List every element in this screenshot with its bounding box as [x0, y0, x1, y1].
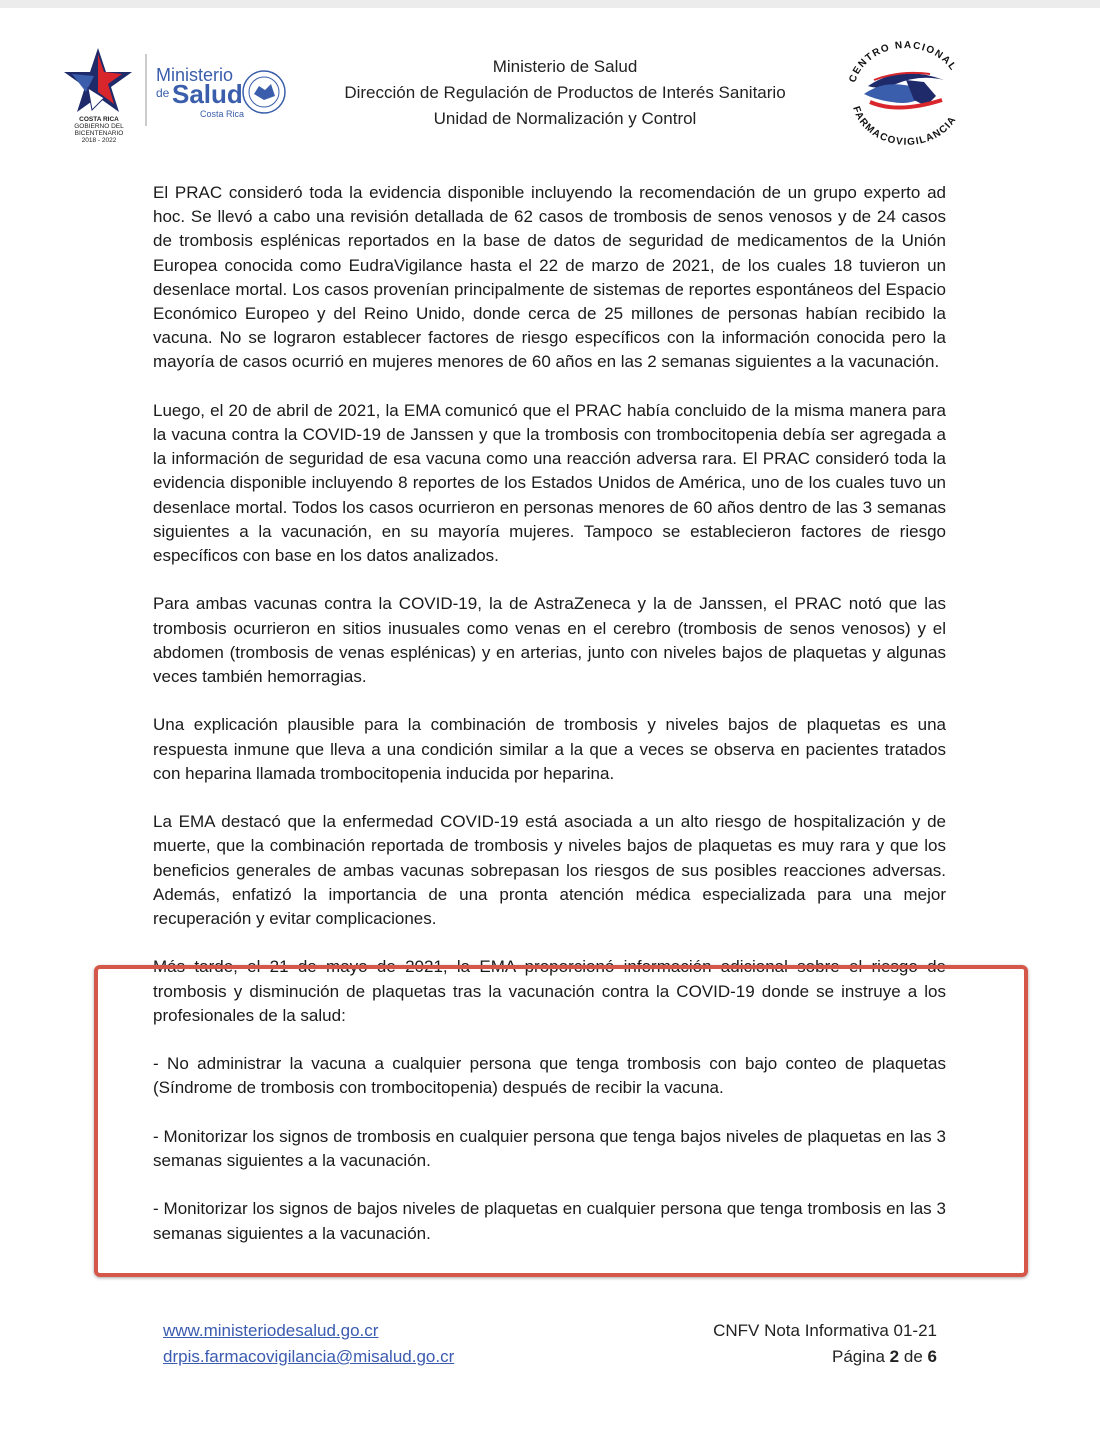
paragraph-unusual-sites: Para ambas vacunas contra la COVID-19, la de AstraZeneca y la de Janssen, el PRAC notó que las trombosis ocurrieron en sitios inusuales como venas en el cerebro (trombosis de senos venosos) y el abdomen (trombosis de venas esplénicas) y en arterias, junto con niveles bajos de plaquetas y algunas veces también hemorragias. [153, 594, 946, 687]
caption-years: 2018 - 2022 [81, 137, 117, 144]
header-line-unidad: Unidad de Normalización y Control [433, 109, 697, 128]
note-identifier: CNFV Nota Informativa 01-21 [713, 1321, 937, 1340]
brand-costa-rica: Costa Rica [200, 109, 245, 119]
svg-text:FARMACOVIGILANCIA: FARMACOVIGILANCIA [850, 104, 960, 146]
caption-costa-rica: COSTA RICA [79, 116, 119, 123]
page-total: 6 [927, 1347, 937, 1366]
ministerio-salud-logo [58, 44, 298, 144]
footer-links [163, 1318, 454, 1370]
page-number [640, 1344, 937, 1370]
paragraph-immune-explanation: Una explicación plausible para la combinación de trombosis y niveles bajos de plaquetas es una respuesta inmune que lleva a una condición similar a la que a veces se observa en pacientes tratados con heparina llamada trombocitopenia inducida por heparina. [153, 715, 946, 783]
header-title-block [310, 54, 820, 132]
brand-ministerio: Ministerio [156, 65, 234, 85]
caption-gobierno: GOBIERNO DEL BICENTENARIO [74, 123, 124, 137]
paragraph-janssen: Luego, el 20 de abril de 2021, la EMA comunicó que el PRAC había concluido de la misma manera para la vacuna contra la COVID-19 de Janssen y que la trombosis con trombocitopenia debía ser agregada a la información de seguridad de esa vacuna como una reacción adversa rara. El PRAC consideró toda la evidencia disponible incluyendo 8 reportes de los Estados Unidos de América, uno de los cuales tuvo un desenlace mortal. Todos los casos ocurrieron en personas menores de 60 años dentro de las 3 semanas siguientes a la vacunación, en su mayoría mujeres. Tampoco se establecieron factores de riesgo específicos con base en los datos analizados. [153, 400, 946, 566]
paragraph-benefits: La EMA destacó que la enfermedad COVID-19 está asociada a un alto riesgo de hospitalización y de muerte, que la combinación reportada de trombosis y niveles bajos de plaquetas es muy rara y que los beneficios generales de ambas vacunas sobrepasan los riesgos de sus posibles reacciones adversas. Además, enfatizó la importancia de una pronta atención médica especializada para una mejor recuperación y evitar complicaciones. [153, 812, 946, 929]
footer-page-info [640, 1318, 937, 1370]
ministerio-website-link[interactable]: www.ministeriodesalud.go.cr [163, 1321, 379, 1340]
farmacovigilancia-emblem-icon [840, 40, 970, 146]
highlight-annotation-box [94, 965, 1028, 1277]
paragraph-prac-evidence: El PRAC consideró toda la evidencia disponible incluyendo la recomendación de un grupo experto ad hoc. Se llevó a cabo una revisión detallada de 62 casos de trombosis de senos venosos y de 24 casos de trombosis esplénicas reportados en la base de datos de seguridad de medicamentos de la Unión Europea conocida como EudraVigilance hasta el 22 de marzo de 2021, de los cuales 18 tuvieron un desenlace mortal. Los casos provenían principalmente de sistemas de reportes espontáneos del Espacio Económico Europeo y del Reino Unido, donde cerca de 25 millones de personas habían recibido la vacuna. No se lograron establecer factores de riesgo específicos con la información conocida pero la mayoría de casos ocurrió en mujeres menores de 60 años en las 2 semanas siguientes a la vacunación. [153, 183, 946, 372]
page-label: Página [832, 1347, 885, 1366]
header-line-ministerio: Ministerio de Salud [492, 57, 638, 76]
farmacovigilancia-logo [840, 40, 970, 146]
page-of: de [903, 1347, 923, 1366]
recommendation-item: - Monitorizar los signos de trombosis en cualquier persona que tenga bajos niveles de plaquetas en las 3 semanas siguientes a la vacunación. [153, 1126, 946, 1171]
brand-de: de [156, 86, 170, 100]
recommendation-item: - No administrar la vacuna a cualquier persona que tenga trombosis con bajo conteo de plaquetas (Síndrome de trombosis con trombocitopenia) después de recibir la vacuna. [153, 1054, 946, 1098]
recommendation-item: - Monitorizar los signos de bajos niveles de plaquetas en cualquier persona que tenga trombosis en las 3 semanas siguientes a la vacunación. [153, 1199, 946, 1243]
header-line-direccion: Dirección de Regulación de Productos de Interés Sanitario [344, 83, 786, 102]
brand-salud: Salud [172, 79, 243, 109]
page-current: 2 [889, 1347, 900, 1366]
top-strip [0, 0, 1100, 8]
page-header [0, 40, 1100, 150]
farmacovigilancia-email-link[interactable]: drpis.farmacovigilancia@misalud.go.cr [163, 1347, 455, 1366]
paragraph-may-update: Más tarde, el 21 de mayo de 2021, la EMA proporcionó información adicional sobre el riesgo de trombosis y disminución de plaquetas tras la vacunación contra la COVID-19 donde se instruye a los profesionales de la salud: [153, 957, 946, 1025]
svg-text:CENTRO NACIONAL: CENTRO NACIONAL [847, 40, 959, 85]
